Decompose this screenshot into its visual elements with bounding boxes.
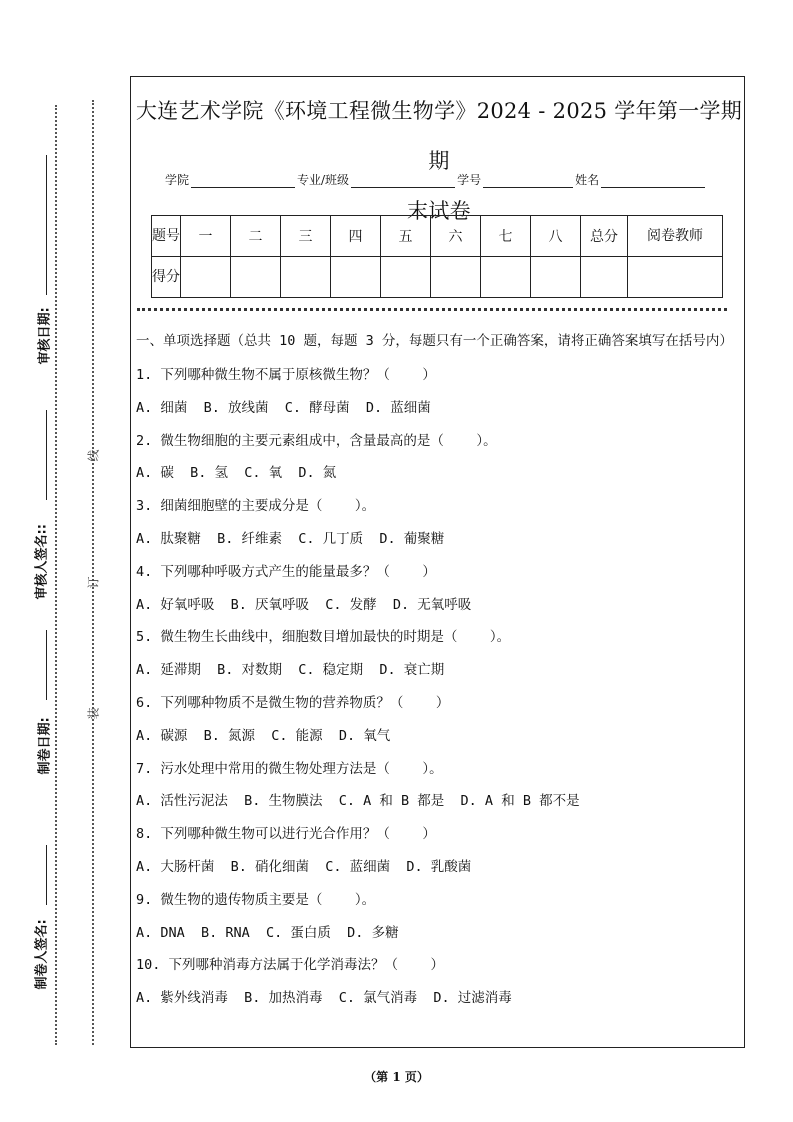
column-7: 七	[481, 216, 531, 257]
score-cell[interactable]	[231, 257, 281, 298]
question-6-options: A. 碳源 B. 氮源 C. 能源 D. 氧气	[136, 727, 391, 744]
student-info-line	[165, 171, 725, 188]
score-cell[interactable]	[531, 257, 581, 298]
score-cell[interactable]	[331, 257, 381, 298]
question-1: 1. 下列哪种微生物不属于原核微生物？（ ）	[136, 367, 436, 383]
review-date-label: 审核日期:	[37, 307, 53, 365]
maker-sign-label: 制卷人签名:	[34, 919, 50, 990]
total-header: 总分	[581, 216, 628, 257]
question-9-options: A. DNA B. RNA C. 蛋白质 D. 多糖	[136, 924, 399, 941]
section-1-heading: 一、单项选择题（总共 10 题，每题 3 分，每题只有一个正确答案，请将正确答案填写在括号内）	[136, 333, 733, 349]
name-field[interactable]	[601, 173, 705, 188]
make-date-label: 制卷日期:	[37, 717, 53, 775]
student-id-label: 学号	[457, 173, 482, 187]
score-cell[interactable]	[481, 257, 531, 298]
college-field[interactable]	[191, 173, 295, 188]
column-5: 五	[381, 216, 431, 257]
major-class-field[interactable]	[351, 173, 455, 188]
question-4: 4. 下列哪种呼吸方式产生的能量最多？（ ）	[136, 563, 436, 580]
binding-dotted-line-inner	[92, 100, 94, 1045]
score-table-header-row	[152, 216, 723, 257]
column-8: 八	[531, 216, 581, 257]
column-4: 四	[331, 216, 381, 257]
question-3: 3. 细菌细胞壁的主要成分是（ ）。	[136, 498, 376, 515]
score-cell[interactable]	[431, 257, 481, 298]
question-5-options: A. 延滞期 B. 对数期 C. 稳定期 D. 衰亡期	[136, 662, 445, 679]
exam-title-line2: 末试卷	[407, 199, 471, 223]
maker-sign-underline	[46, 845, 47, 905]
binding-seal-char: 装	[86, 707, 101, 720]
question-3-options: A. 肽聚糖 B. 纤维素 C. 几丁质 D. 葡聚糖	[136, 530, 445, 547]
section-1	[136, 330, 740, 1015]
exam-title-line1: 大连艺术学院《环境工程微生物学》2024 - 2025 学年第一学期期	[135, 99, 743, 173]
column-2: 二	[231, 216, 281, 257]
student-id-field[interactable]	[483, 173, 573, 188]
reviewer-sign-underline	[46, 410, 47, 500]
name-label: 姓名	[575, 173, 600, 187]
question-6: 6. 下列哪种物质不是微生物的营养物质？（ ）	[136, 694, 450, 711]
question-1-options: A. 细菌 B. 放线菌 C. 酵母菌 D. 蓝细菌	[136, 399, 431, 416]
binding-line-char: 线	[86, 449, 101, 462]
college-label: 学院	[165, 173, 190, 187]
column-3: 三	[281, 216, 331, 257]
exam-title	[133, 86, 745, 236]
score-header: 得分	[152, 257, 181, 298]
make-date-underline	[46, 630, 47, 700]
score-cell[interactable]	[381, 257, 431, 298]
total-score-cell[interactable]	[581, 257, 628, 298]
question-list	[136, 359, 740, 1015]
question-5: 5. 微生物生长曲线中，细胞数目增加最快的时期是（ ）。	[136, 629, 511, 646]
review-date-underline	[46, 155, 47, 295]
binding-dotted-line-outer	[55, 105, 57, 1045]
column-1: 一	[181, 216, 231, 257]
column-6: 六	[431, 216, 481, 257]
question-10: 10. 下列哪种消毒方法属于化学消毒法？（ ）	[136, 957, 445, 974]
question-7: 7. 污水处理中常用的微生物处理方法是（ ）。	[136, 760, 443, 777]
question-number-header: 题号	[152, 216, 181, 257]
score-cell[interactable]	[281, 257, 331, 298]
question-2-options: A. 碳 B. 氢 C. 氧 D. 氮	[136, 465, 337, 482]
question-4-options: A. 好氧呼吸 B. 厌氧呼吸 C. 发酵 D. 无氧呼吸	[136, 596, 472, 613]
page-number: （第 1 页）	[364, 1070, 429, 1084]
reviewer-cell[interactable]	[628, 257, 723, 298]
reviewer-header: 阅卷教师	[628, 216, 723, 257]
score-cell[interactable]	[181, 257, 231, 298]
reviewer-sign-label: 审核人签名::	[34, 524, 50, 600]
score-table	[151, 215, 723, 298]
major-class-label: 专业/班级	[297, 173, 350, 187]
binding-staple-char: 订	[86, 576, 101, 589]
question-8: 8. 下列哪种微生物可以进行光合作用？（ ）	[136, 826, 436, 843]
question-8-options: A. 大肠杆菌 B. 硝化细菌 C. 蓝细菌 D. 乳酸菌	[136, 858, 472, 875]
score-table-score-row	[152, 257, 723, 298]
question-2: 2. 微生物细胞的主要元素组成中，含量最高的是（ ）。	[136, 432, 497, 449]
question-7-options: A. 活性污泥法 B. 生物膜法 C. A 和 B 都是 D. A 和 B 都不是	[136, 793, 580, 810]
question-10-options: A. 紫外线消毒 B. 加热消毒 C. 氯气消毒 D. 过滤消毒	[136, 990, 512, 1007]
section-divider	[137, 308, 727, 311]
question-9: 9. 微生物的遗传物质主要是（ ）。	[136, 891, 376, 908]
